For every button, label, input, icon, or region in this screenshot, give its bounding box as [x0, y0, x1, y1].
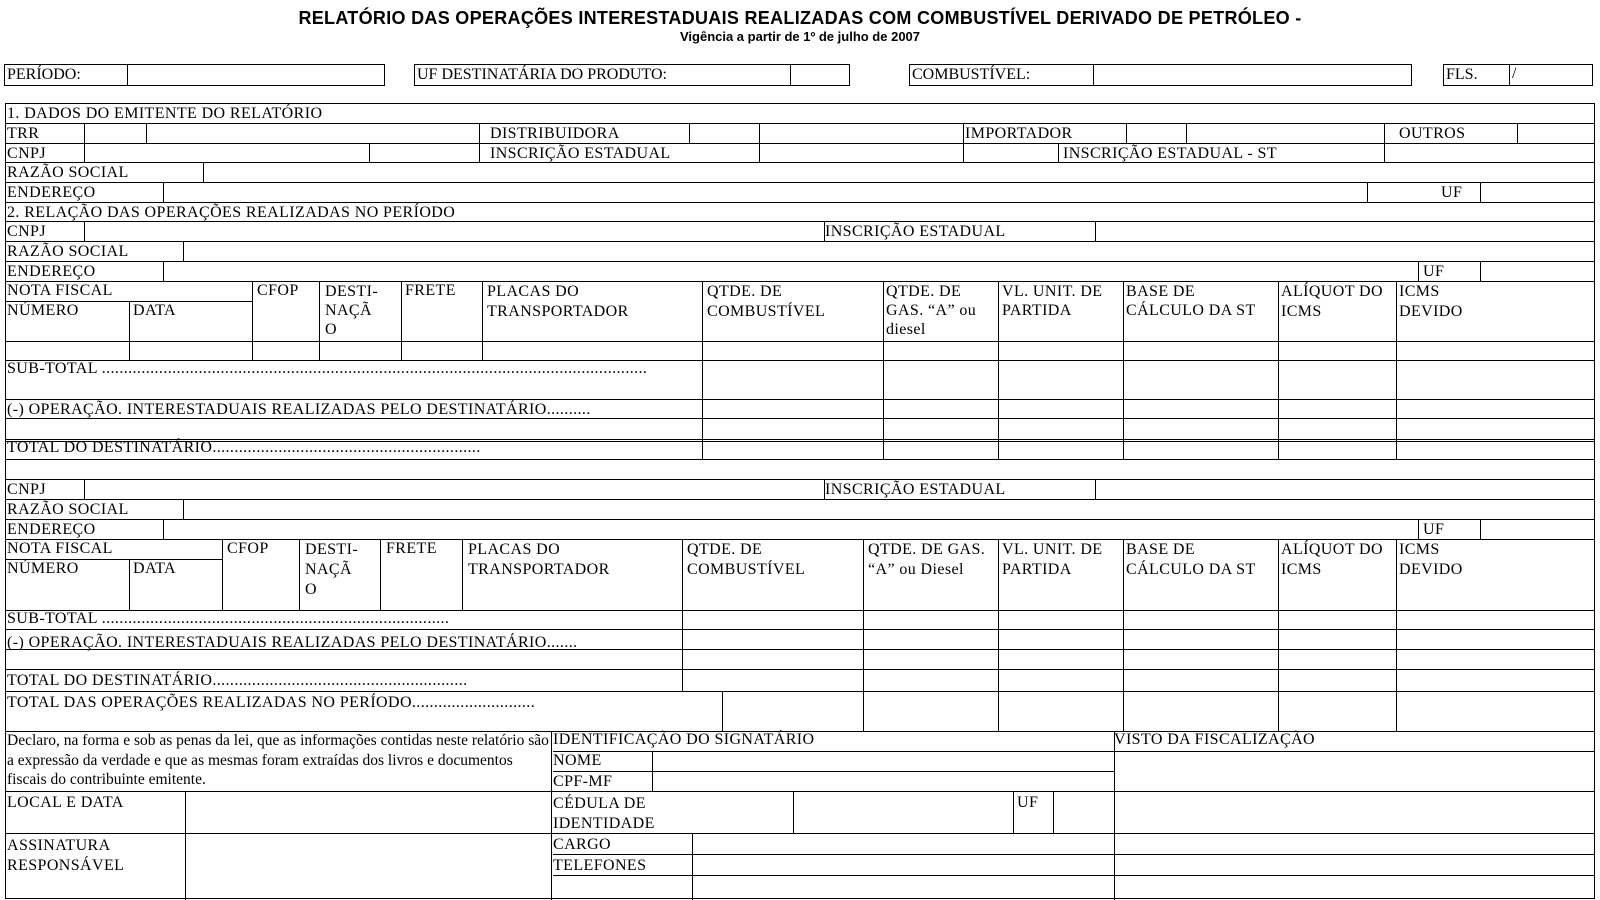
- t1-placas-header: PLACAS DO TRANSPORTADOR: [487, 283, 629, 320]
- periodo-field-group: [4, 64, 385, 86]
- visto-label: VISTO DA FISCALIZAÇÃO: [1114, 731, 1316, 748]
- recipient1-cnpj-label: CNPJ: [7, 223, 46, 240]
- recipient1-razao-label: RAZÃO SOCIAL: [7, 243, 129, 260]
- grid-line: [6, 341, 1594, 342]
- periodo-label: PERÍODO:: [7, 66, 81, 83]
- recipient2-cnpj-input[interactable]: [86, 480, 824, 500]
- t1-subtotal-label: SUB-TOTAL ............................................................................................................................: [7, 360, 648, 377]
- inscricao-estadual-st-input[interactable]: [1384, 144, 1595, 164]
- recipient2-razao-label: RAZÃO SOCIAL: [7, 501, 129, 518]
- uf-destinataria-input[interactable]: [790, 64, 851, 86]
- t2-data-header: DATA: [133, 560, 176, 577]
- grid-line: [6, 691, 1594, 692]
- recipient2-ie-input[interactable]: [1095, 480, 1595, 500]
- nome-label: NOME: [553, 752, 602, 769]
- t2-qtde-gas-header: QTDE. DE GAS. “A” ou Diesel: [868, 541, 986, 578]
- combustivel-input[interactable]: [1093, 64, 1413, 86]
- visto-area[interactable]: [1116, 751, 1594, 837]
- cedula-input[interactable]: [793, 793, 1013, 833]
- recipient2-ie-label: INSCRIÇÃO ESTADUAL: [825, 481, 1006, 498]
- local-data-input[interactable]: [185, 793, 551, 833]
- combustivel-field-group: [909, 64, 1412, 86]
- grid-line: [1126, 123, 1127, 143]
- recipient1-uf-label: UF: [1423, 263, 1445, 280]
- cedula-label: CÉDULA DE IDENTIDADE: [553, 795, 655, 832]
- t1-cfop-header: CFOP: [257, 282, 299, 299]
- distribuidora-label: DISTRIBUIDORA: [490, 125, 620, 142]
- recipient1-uf-input[interactable]: [1483, 262, 1595, 282]
- grid-line: [1418, 519, 1419, 539]
- inscricao-estadual-st-label: INSCRIÇÃO ESTADUAL - ST: [1063, 145, 1277, 162]
- grid-line: [163, 182, 164, 202]
- grid-line: [1123, 539, 1124, 691]
- grid-line: [1480, 519, 1481, 539]
- t2-icms-devido-header: ICMS DEVIDO: [1399, 541, 1463, 578]
- grid-line: [252, 281, 253, 360]
- grid-line: [998, 281, 999, 459]
- recipient1-ie-label: INSCRIÇÃO ESTADUAL: [825, 223, 1006, 240]
- cnpj-input[interactable]: [86, 144, 370, 164]
- razao-social-label: RAZÃO SOCIAL: [7, 164, 129, 181]
- t1-vl-unit-header: VL. UNIT. DE PARTIDA: [1002, 283, 1103, 319]
- recipient2-endereco-input[interactable]: [165, 520, 1418, 540]
- local-data-label: LOCAL E DATA: [7, 794, 124, 811]
- grid-line: [84, 221, 85, 241]
- grid-line: [689, 123, 690, 143]
- razao-social-input[interactable]: [205, 163, 1595, 183]
- grid-line: [129, 559, 130, 610]
- assinatura-label: ASSINATURA RESPONSÁVEL: [7, 837, 125, 874]
- nome-input[interactable]: [652, 751, 1114, 770]
- grid-line: [6, 669, 1594, 670]
- recipient1-ie-input[interactable]: [1095, 222, 1595, 242]
- grid-line: [1013, 791, 1014, 833]
- telefones-input[interactable]: [692, 856, 1114, 877]
- t1-numero-header: NÚMERO: [7, 302, 79, 319]
- grid-line: [6, 629, 1594, 630]
- t1-qtde-combustivel-header: QTDE. DE COMBUSTÍVEL: [707, 283, 826, 320]
- declaration-text: Declaro, na forma e sob as penas da lei, que as informações contidas neste relatório são a expressão da verdade e que as mesmas foram extraídas dos livros e documentos fiscais do contribuinte emitente.: [7, 732, 549, 788]
- t2-cfop-header: CFOP: [227, 540, 269, 557]
- recipient2-cnpj-label: CNPJ: [7, 481, 46, 498]
- grid-line: [883, 281, 884, 459]
- grid-line: [462, 539, 463, 610]
- fls-field-group: [1443, 64, 1593, 86]
- endereco-label: ENDEREÇO: [7, 184, 96, 201]
- grid-line: [702, 281, 703, 459]
- outros-label: OUTROS: [1399, 125, 1466, 142]
- recipient2-endereco-label: ENDEREÇO: [7, 521, 96, 538]
- periodo-input[interactable]: [127, 64, 386, 86]
- cargo-label: CARGO: [553, 836, 612, 853]
- grid-line: [1278, 281, 1279, 459]
- t1-aliquota-header: ALÍQUOT DO ICMS: [1281, 283, 1383, 320]
- inscricao-estadual-input[interactable]: [761, 144, 963, 164]
- form-title: RELATÓRIO DAS OPERAÇÕES INTERESTADUAIS REALIZADAS COM COMBUSTÍVEL DERIVADO DE PETRÓLEO -: [298, 8, 1302, 28]
- form-subtitle: Vigência a partir de 1º de julho de 2007: [679, 29, 921, 44]
- grid-line: [1278, 539, 1279, 691]
- t1-data-header: DATA: [133, 302, 176, 319]
- t1-destinacao-header: DESTI- NAÇÃ O: [325, 283, 379, 338]
- grid-line: [863, 539, 864, 691]
- recipient1-razao-input[interactable]: [185, 242, 1595, 262]
- t2-destinacao-header: DESTI- NAÇÃ O: [305, 541, 359, 598]
- inscricao-estadual-label: INSCRIÇÃO ESTADUAL: [490, 145, 671, 162]
- cedula-uf-label: UF: [1017, 794, 1039, 811]
- grid-line: [380, 539, 381, 610]
- grid-line: [1396, 539, 1397, 691]
- grid-line: [84, 123, 85, 162]
- grid-line: [319, 281, 320, 360]
- grid-line: [1058, 143, 1059, 162]
- grid-line: [6, 123, 1594, 124]
- grid-line: [963, 123, 964, 162]
- importador-checkbox[interactable]: [1128, 124, 1186, 144]
- t1-frete-header: FRETE: [405, 282, 456, 299]
- grid-line: [1418, 261, 1419, 281]
- grid-line: [84, 479, 85, 499]
- grid-line: [1123, 281, 1124, 459]
- t2-nota-fiscal-header: NOTA FISCAL: [7, 540, 113, 557]
- grid-line: [203, 162, 204, 182]
- report-form: [5, 103, 1595, 899]
- recipient2-uf-input[interactable]: [1483, 520, 1595, 540]
- t2-placas-header: PLACAS DO TRANSPORTADOR: [468, 541, 610, 578]
- grid-line: [1278, 691, 1279, 731]
- section2-title: 2. RELAÇÃO DAS OPERAÇÕES REALIZADAS NO PERÍODO: [7, 204, 456, 221]
- grid-line: [401, 281, 402, 360]
- grid-line: [1114, 731, 1115, 900]
- endereco-input[interactable]: [165, 183, 1367, 203]
- trr-checkbox[interactable]: [86, 124, 146, 144]
- t1-nota-fiscal-header: NOTA FISCAL: [7, 282, 113, 299]
- t2-qtde-combustivel-header: QTDE. DE COMBUSTÍVEL: [687, 541, 806, 578]
- recipient2-razao-input[interactable]: [185, 500, 1595, 520]
- grid-line: [222, 539, 223, 610]
- grid-line: [1367, 182, 1368, 202]
- t1-qtde-gas-header: QTDE. DE GAS. “A” ou diesel: [886, 283, 977, 338]
- uf-destinataria-label: UF DESTINATÁRIA DO PRODUTO:: [417, 66, 667, 83]
- grid-line: [863, 691, 864, 731]
- grid-line: [1384, 123, 1385, 143]
- recipient1-cnpj-input[interactable]: [86, 222, 824, 242]
- grid-line: [1480, 182, 1481, 202]
- identificacao-label: IDENTIFICAÇÃO DO SIGNATÁRIO: [553, 731, 815, 748]
- recipient1-endereco-input[interactable]: [165, 262, 1418, 282]
- t1-total-destinatario-label: TOTAL DO DESTINATÁRIO.............................................................: [7, 439, 481, 456]
- t2-base-calculo-header: BASE DE CÁLCULO DA ST: [1126, 541, 1256, 578]
- t2-operacao-label: (-) OPERAÇÃO. INTERESTADUAIS REALIZADAS PELO DESTINATÁRIO.......: [7, 634, 578, 651]
- grid-line: [1123, 691, 1124, 731]
- recipient2-uf-label: UF: [1423, 521, 1445, 538]
- t1-icms-devido-header: ICMS DEVIDO: [1399, 283, 1463, 320]
- t2-aliquota-header: ALÍQUOT DO ICMS: [1281, 541, 1383, 578]
- grid-line: [722, 691, 723, 731]
- t2-vl-unit-header: VL. UNIT. DE PARTIDA: [1002, 541, 1103, 578]
- total-periodo-label: TOTAL DAS OPERAÇÕES REALIZADAS NO PERÍODO............................: [7, 694, 536, 711]
- importador-label: IMPORTADOR: [965, 125, 1073, 142]
- grid-line: [1396, 691, 1397, 731]
- cpf-input[interactable]: [652, 771, 1114, 792]
- grid-line: [299, 539, 300, 610]
- t1-operacao-label: (-) OPERAÇÃO. INTERESTADUAIS REALIZADAS PELO DESTINATÁRIO..........: [7, 401, 591, 418]
- uf-destinataria-field-group: [414, 64, 850, 86]
- distribuidora-checkbox[interactable]: [691, 124, 761, 144]
- grid-line: [146, 123, 147, 143]
- cedula-uf-input[interactable]: [1053, 793, 1113, 833]
- grid-line: [163, 261, 164, 281]
- assinatura-input[interactable]: [185, 835, 551, 899]
- fls-label: FLS.: [1446, 66, 1478, 83]
- combustivel-label: COMBUSTÍVEL:: [912, 66, 1031, 83]
- cnpj-label: CNPJ: [7, 145, 46, 162]
- fls-value: /: [1512, 65, 1517, 82]
- grid-line: [998, 691, 999, 731]
- grid-line: [129, 301, 130, 360]
- grid-line: [479, 123, 480, 162]
- section1-title: 1. DADOS DO EMITENTE DO RELATÓRIO: [7, 105, 323, 122]
- outros-checkbox[interactable]: [1517, 124, 1595, 144]
- uf-input[interactable]: [1483, 183, 1595, 203]
- cargo-input[interactable]: [692, 835, 1114, 856]
- t2-numero-header: NÚMERO: [7, 560, 79, 577]
- trr-label: TRR: [7, 125, 40, 142]
- t2-subtotal-label: SUB-TOTAL ...............................................................................: [7, 610, 450, 627]
- grid-line: [482, 281, 483, 360]
- telefones-label: TELEFONES: [553, 857, 647, 874]
- t1-base-calculo-header: BASE DE CÁLCULO DA ST: [1126, 283, 1256, 319]
- grid-line: [163, 519, 164, 539]
- grid-line: [183, 241, 184, 261]
- t2-frete-header: FRETE: [386, 540, 437, 557]
- fls-input[interactable]: [1509, 64, 1594, 86]
- t2-total-destinatario-label: TOTAL DO DESTINATÁRIO..........................................................: [7, 672, 468, 689]
- grid-line: [1480, 261, 1481, 281]
- grid-line: [6, 459, 1594, 460]
- grid-line: [183, 499, 184, 519]
- grid-line: [1186, 123, 1187, 143]
- grid-line: [1396, 281, 1397, 459]
- uf-label: UF: [1441, 184, 1463, 201]
- cpf-label: CPF-MF: [553, 773, 613, 790]
- recipient1-endereco-label: ENDEREÇO: [7, 263, 96, 280]
